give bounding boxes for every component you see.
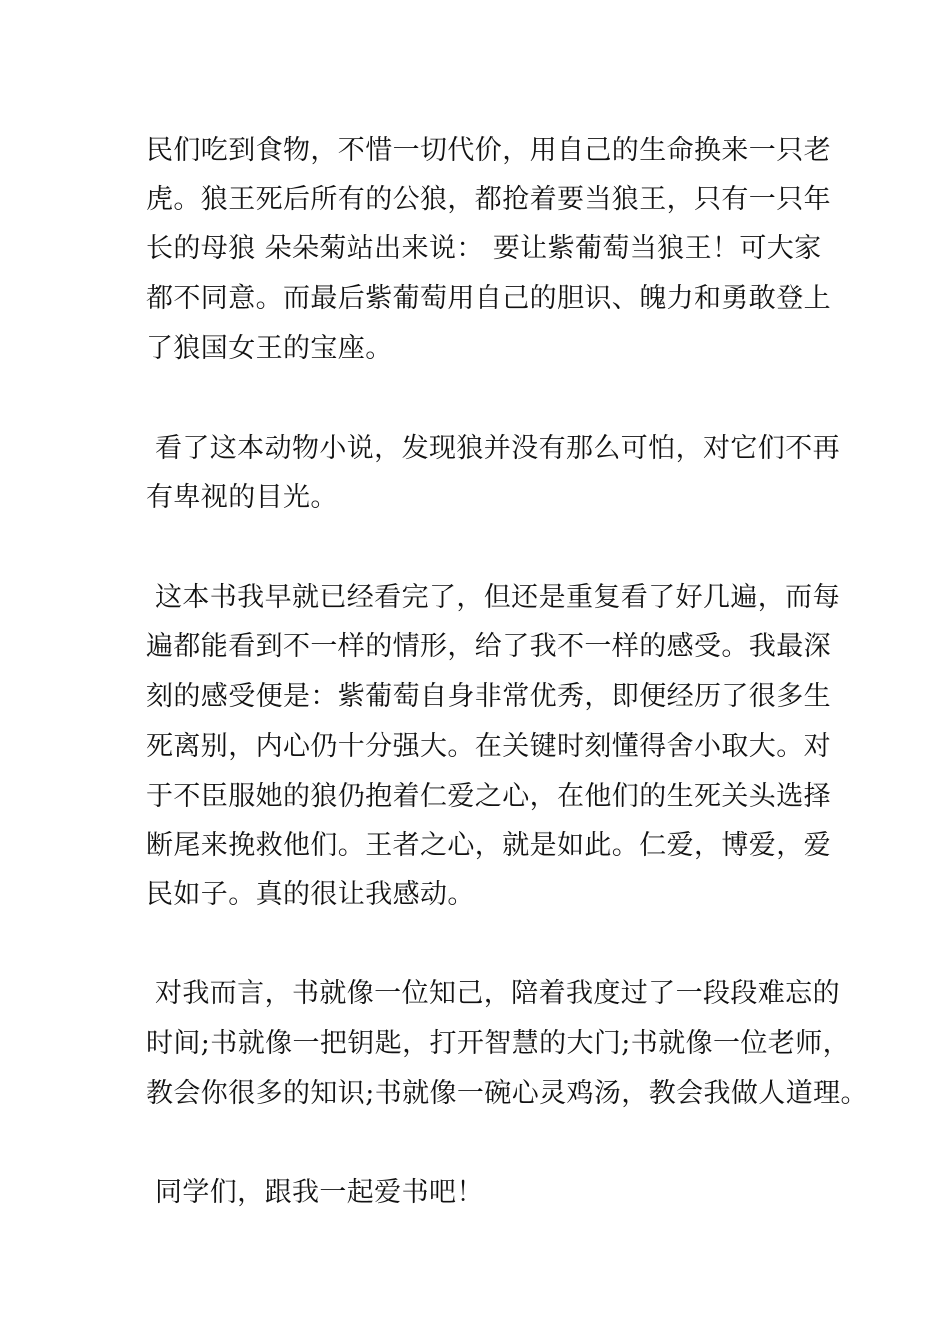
text-line: 这本书我早就已经看完了，但还是重复看了好几遍，而每 <box>146 582 840 613</box>
text-line: 教会你很多的知识;书就像一碗心灵鸡汤，教会我做人道理。 <box>146 1078 868 1109</box>
text-line: 遍都能看到不一样的情形，给了我不一样的感受。我最深 <box>146 631 831 662</box>
text-line: 都不同意。而最后紫葡萄用自己的胆识、魄力和勇敢登上 <box>146 283 831 314</box>
text-line: 对我而言，书就像一位知己，陪着我度过了一段段难忘的 <box>146 978 840 1009</box>
text-line: 民如子。真的很让我感动。 <box>146 879 475 910</box>
text-line: 虎。狼王死后所有的公狼，都抢着要当狼王，只有一只年 <box>146 184 831 215</box>
text-line: 刻的感受便是：紫葡萄自身非常优秀，即便经历了很多生 <box>146 681 831 712</box>
text-line: 长的母狼 朵朵菊站出来说： 要让紫葡萄当狼王！可大家 <box>146 233 822 264</box>
text-line: 民们吃到食物，不惜一切代价，用自己的生命换来一只老 <box>146 135 831 166</box>
text-line: 断尾来挽救他们。王者之心，就是如此。仁爱，博爱，爱 <box>146 830 831 861</box>
text-line: 同学们，跟我一起爱书吧！ <box>146 1177 484 1208</box>
text-line: 死离别，内心仍十分强大。在关键时刻懂得舍小取大。对 <box>146 731 831 762</box>
text-line: 了狼国女王的宝座。 <box>146 333 393 364</box>
text-line: 于不臣服她的狼仍抱着仁爱之心，在他们的生死关头选择 <box>146 781 831 812</box>
text-line: 时间;书就像一把钥匙，打开智慧的大门;书就像一位老师， <box>146 1028 850 1059</box>
text-line: 有卑视的目光。 <box>146 482 338 513</box>
text-line: 看了这本动物小说，发现狼并没有那么可怕，对它们不再 <box>146 433 840 464</box>
